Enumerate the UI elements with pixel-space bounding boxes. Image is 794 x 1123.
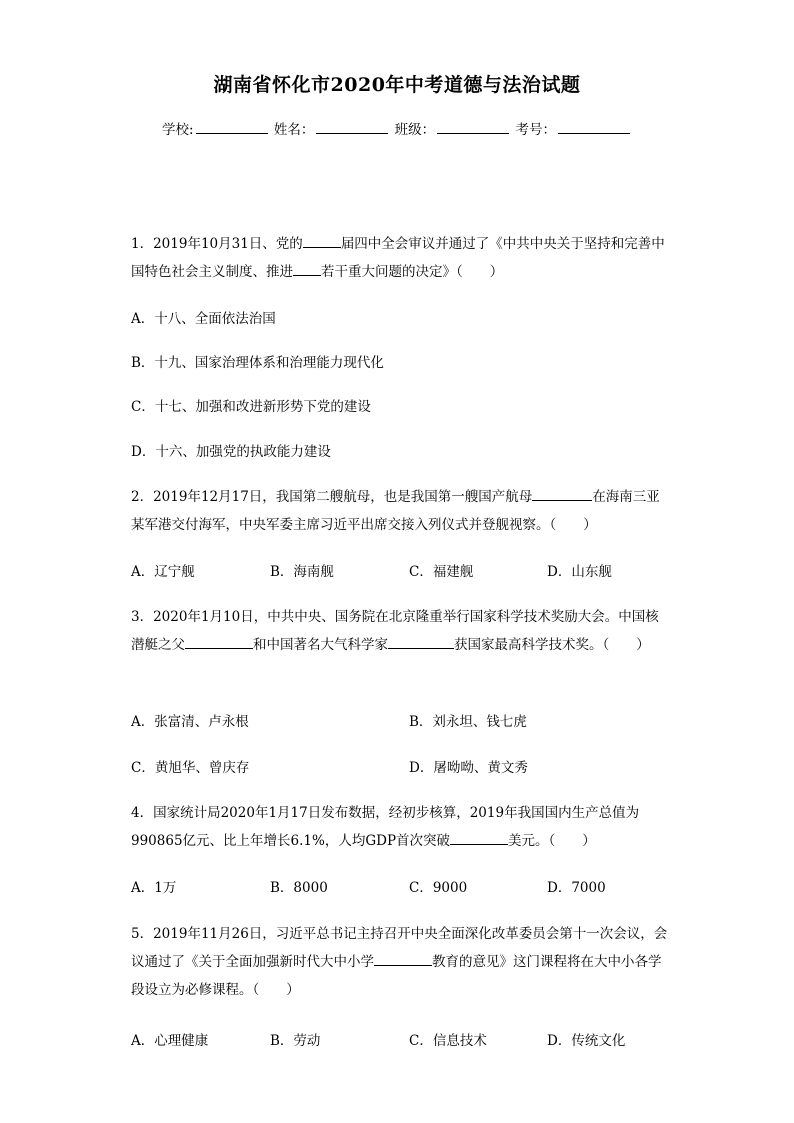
question-3-stem [131, 603, 671, 659]
question-1-blank-2 [293, 261, 321, 276]
question-4-text-b: 美元。（ ） [508, 833, 596, 849]
student-info-line [0, 118, 794, 138]
question-2-option-b[interactable]: B．海南舰 [270, 564, 334, 580]
question-3-text-b: 和中国著名大气科学家 [253, 637, 388, 653]
question-5-text-b: 教育的意见》这门课程将在大中小各学段设立为必修课程。（ ） [131, 954, 662, 998]
question-5-blank-1 [374, 951, 432, 966]
question-4-option-d[interactable]: D．7000 [547, 880, 606, 896]
exam-number-blank[interactable] [558, 121, 630, 134]
question-1-option-b[interactable]: B．十九、国家治理体系和治理能力现代化 [131, 355, 384, 371]
question-1-text-a: 1．2019年10月31日、党的 [131, 236, 303, 252]
name-blank[interactable] [316, 121, 388, 134]
question-2-stem [131, 483, 671, 539]
school-label: 学校: [162, 122, 194, 138]
question-1-option-d[interactable]: D．十六、加强党的执政能力建设 [131, 444, 331, 460]
school-blank[interactable] [196, 121, 268, 134]
question-5-option-b[interactable]: B．劳动 [270, 1033, 321, 1049]
class-label: 班级： [394, 122, 436, 138]
class-blank[interactable] [437, 121, 509, 134]
question-5-stem [131, 920, 671, 1004]
question-1-option-a[interactable]: A．十八、全面依法治国 [131, 311, 276, 327]
question-3-option-a[interactable]: A．张富清、卢永根 [131, 714, 249, 730]
question-2-text-a: 2．2019年12月17日，我国第二艘航母，也是我国第一艘国产航母 [131, 489, 533, 505]
question-1-text-b: 届四中全会审议并通过了《中共中央关于坚持和完善中国特色社会主义制度、推进 [131, 236, 665, 280]
question-1-blank-1 [303, 233, 341, 248]
question-3-text-c: 获国家最高科学技术奖。（ ） [454, 637, 650, 653]
question-3-option-d[interactable]: D．屠呦呦、黄文秀 [409, 760, 528, 776]
question-5-option-a[interactable]: A．心理健康 [131, 1033, 209, 1049]
question-4-option-b[interactable]: B．8000 [270, 880, 328, 896]
question-3-option-c[interactable]: C．黄旭华、曾庆存 [131, 760, 250, 776]
question-2-option-a[interactable]: A．辽宁舰 [131, 564, 195, 580]
question-2-option-c[interactable]: C．福建舰 [409, 564, 474, 580]
question-4-blank-1 [450, 830, 508, 845]
question-1-text-c: 若干重大问题的决定》（ ） [321, 264, 504, 280]
question-2-option-d[interactable]: D．山东舰 [547, 564, 612, 580]
exam-number-label: 考号： [515, 122, 556, 138]
question-4-stem [131, 799, 671, 855]
question-5-text-a: 5．2019年11月26日，习近平总书记主持召开中央全面深化改革委员会第十一次会议，会议通过了《关于全面加强新时代大中小学 [131, 926, 668, 970]
question-3-text-a: 3．2020年1月10日，中共中央、国务院在北京隆重举行国家科学技术奖励大会。中国核潜艇之父 [131, 609, 659, 653]
exam-title: 湖南省怀化市2020年中考道德与法治试题 [213, 74, 581, 96]
question-3-blank-2 [388, 634, 454, 649]
question-2-blank-1 [532, 486, 592, 501]
question-4-text-a: 4．国家统计局2020年1月17日发布数据，经初步核算，2019年我国国内生产总值为990865亿元、比上年增长6.1%，人均GDP首次突破 [131, 805, 640, 849]
question-1-stem [131, 230, 671, 286]
name-label: 姓名： [273, 122, 315, 138]
question-3-blank-1 [185, 634, 253, 649]
question-1-option-c[interactable]: C．十七、加强和改进新形势下党的建设 [131, 399, 371, 415]
question-4-option-c[interactable]: C．9000 [409, 880, 468, 896]
question-3-option-b[interactable]: B．刘永坦、钱七虎 [409, 714, 527, 730]
question-4-option-a[interactable]: A．1万 [131, 880, 177, 896]
question-5-option-c[interactable]: C．信息技术 [409, 1033, 487, 1049]
question-5-option-d[interactable]: D．传统文化 [547, 1033, 626, 1049]
question-2-text-b: 在海南三亚某军港交付海军，中央军委主席习近平出席交接入列仪式并登舰视察。（ ） [131, 489, 660, 533]
